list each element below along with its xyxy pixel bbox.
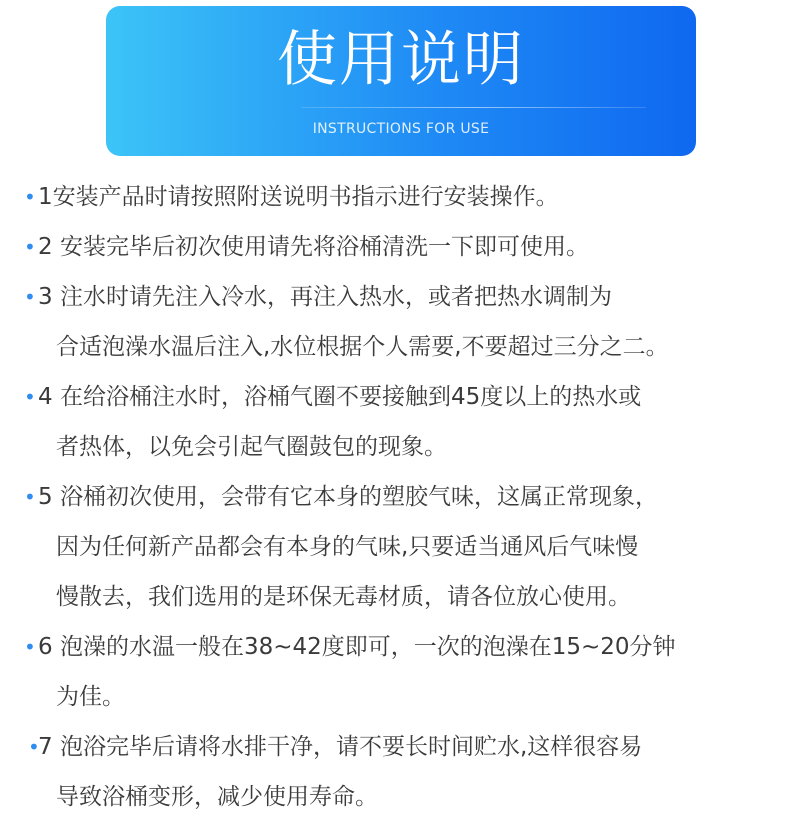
bullet-dot: • — [24, 185, 36, 209]
bullet-dot: • — [24, 635, 36, 659]
header-banner — [106, 6, 696, 156]
instruction-item-6 — [0, 622, 790, 722]
instruction-item-7 — [0, 722, 790, 822]
page-subtitle: INSTRUCTIONS FOR USE — [312, 121, 490, 137]
bullet-dot: • — [24, 285, 36, 309]
instruction-item-3 — [0, 272, 790, 372]
instruction-text: 4 在给浴桶注水时，浴桶气圈不要接触到45度以上的热水或 — [38, 384, 642, 410]
instruction-text: 6 泡澡的水温一般在38~42度即可，一次的泡澡在15~20分钟 — [38, 634, 676, 660]
instruction-item-2 — [0, 222, 790, 272]
instruction-text-continued: 者热体，以免会引起气圈鼓包的现象。 — [56, 434, 447, 460]
instruction-text: 5 浴桶初次使用，会带有它本身的塑胶气味，这属正常现象， — [38, 484, 658, 510]
instruction-item-5 — [0, 472, 790, 622]
bullet-dot: • — [24, 485, 36, 509]
instruction-text: 7 泡浴完毕后请将水排干净，请不要长时间贮水,这样很容易 — [38, 734, 643, 760]
title-divider — [301, 107, 646, 108]
instruction-text: 2 安装完毕后初次使用请先将浴桶清洗一下即可使用。 — [38, 234, 589, 260]
instruction-item-1 — [0, 172, 790, 222]
page-title: 使用说明 — [277, 25, 525, 95]
instruction-item-4 — [0, 372, 790, 472]
instruction-text-continued: 因为任何新产品都会有本身的气味,只要适当通风后气味慢 — [56, 534, 639, 560]
bullet-dot: • — [28, 735, 40, 759]
instruction-text: 1安装产品时请按照附送说明书指示进行安装操作。 — [38, 184, 559, 210]
instruction-text-continued: 为佳。 — [56, 684, 125, 710]
bullet-dot: • — [24, 235, 36, 259]
instruction-text-continued: 合适泡澡水温后注入,水位根据个人需要,不要超过三分之二。 — [56, 334, 669, 360]
instructions-list — [0, 172, 790, 822]
instruction-text: 3 注水时请先注入冷水，再注入热水，或者把热水调制为 — [38, 284, 612, 310]
bullet-dot: • — [24, 385, 36, 409]
instruction-text-continued: 慢散去，我们选用的是环保无毒材质，请各位放心使用。 — [56, 584, 631, 610]
instruction-text-continued: 导致浴桶变形，减少使用寿命。 — [56, 784, 378, 810]
